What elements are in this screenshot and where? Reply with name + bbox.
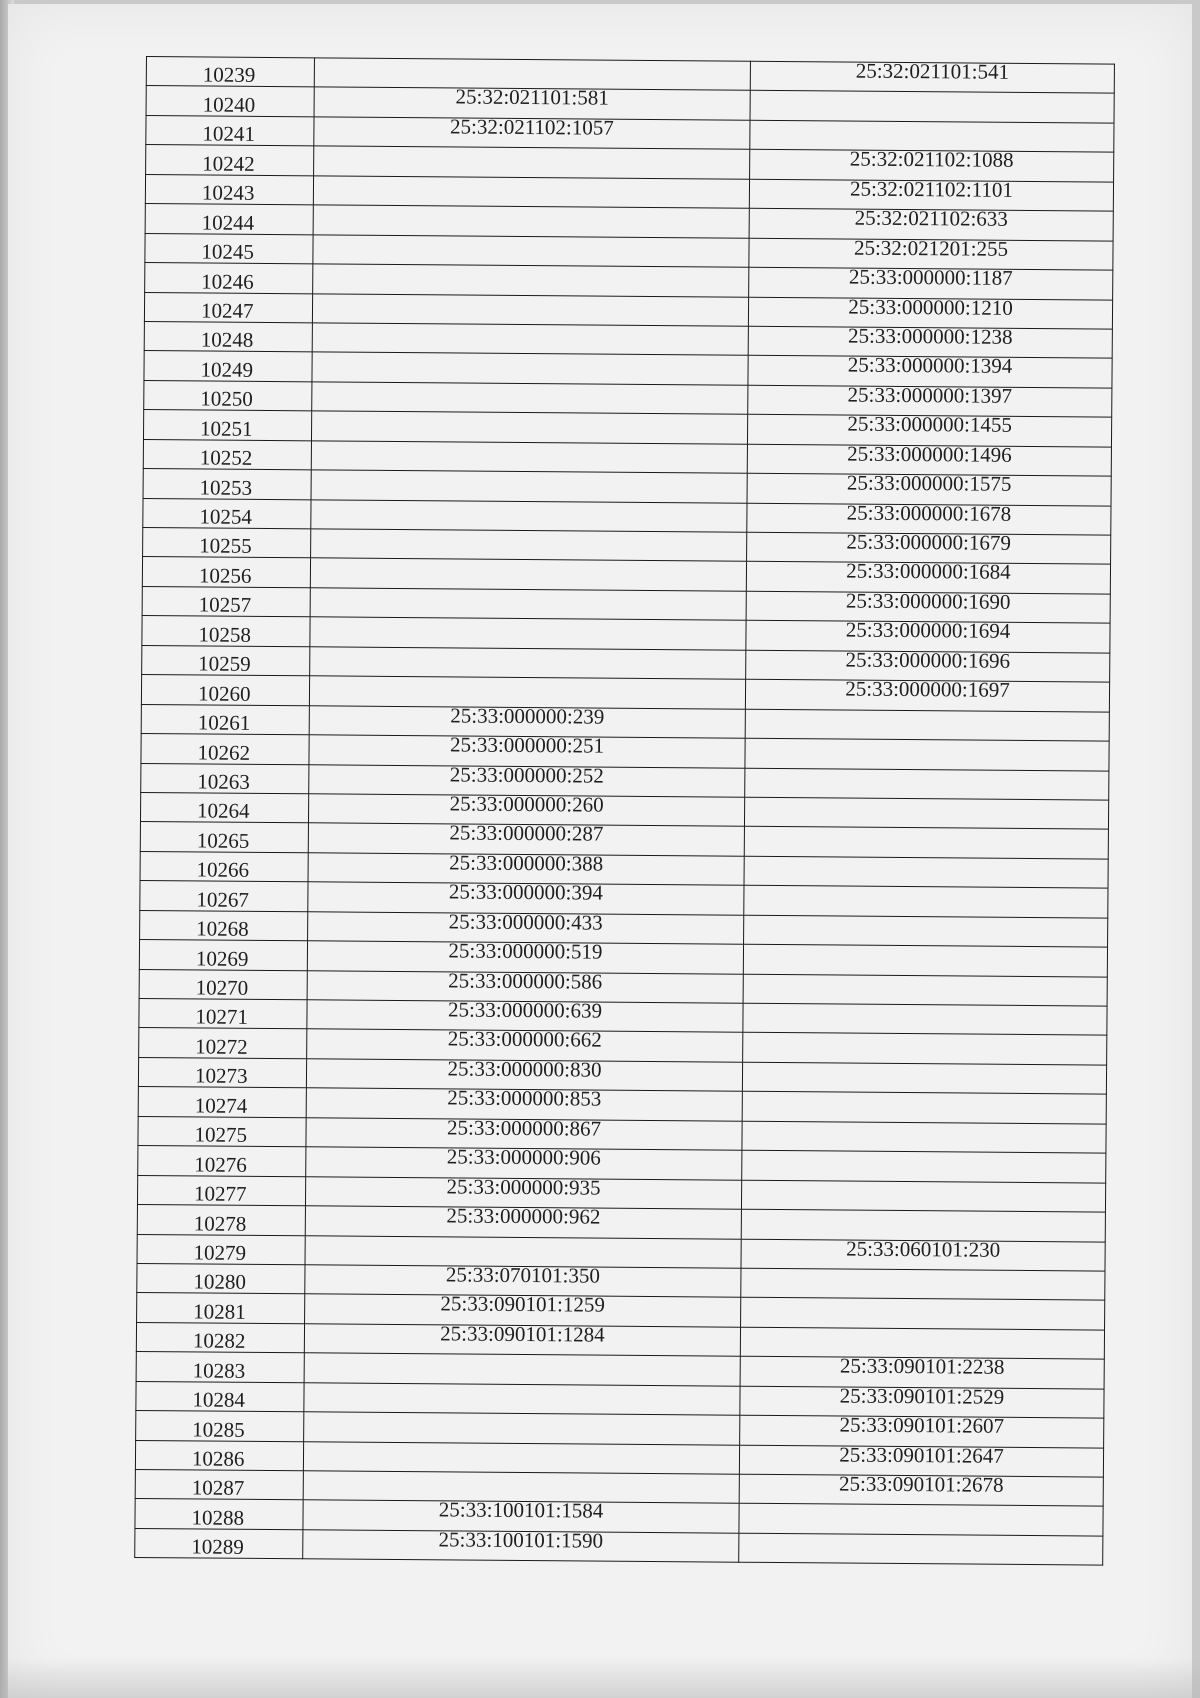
row-number-cell: 10275 <box>138 1116 306 1147</box>
cadastral-number-cell-col2 <box>311 440 747 473</box>
cadastral-number-cell-col3 <box>744 856 1108 888</box>
cadastral-number-cell-col3 <box>742 1092 1106 1124</box>
cadastral-number-col3: 25:33:090101:2238 <box>839 1353 1005 1380</box>
row-number-cell: 10249 <box>144 351 312 382</box>
cadastral-number-col3: 25:33:000000:1694 <box>845 617 1011 644</box>
cadastral-number-cell-col2 <box>303 1527 739 1563</box>
cadastral-number-cell-col3 <box>741 1298 1105 1330</box>
row-number-cell: 10270 <box>139 969 307 1000</box>
cadastral-number-cell-col2 <box>303 1441 739 1474</box>
cadastral-number-cell-col3 <box>741 1236 1105 1271</box>
cadastral-number-cell-col3 <box>742 1062 1106 1094</box>
cadastral-number-cell-col2 <box>305 1203 741 1239</box>
row-number-cell: 10276 <box>138 1146 306 1177</box>
cadastral-number-col3: 25:32:021201:255 <box>853 235 1009 261</box>
cadastral-number-col2: 25:33:000000:586 <box>448 967 603 994</box>
row-number-cell: 10269 <box>139 940 307 971</box>
cadastral-number-col2: 25:32:021101:581 <box>455 84 609 111</box>
row-number-cell: 10257 <box>142 586 310 617</box>
cadastral-number-col2: 25:33:000000:239 <box>450 703 605 729</box>
cadastral-number-col2: 25:33:090101:1259 <box>440 1291 606 1318</box>
row-number-cell: 10263 <box>141 763 309 794</box>
cadastral-number-cell-col2 <box>313 234 749 267</box>
cadastral-number-col3: 25:33:000000:1679 <box>846 529 1012 555</box>
cadastral-number-cell-col3 <box>742 1150 1106 1182</box>
cadastral-number-cell-col2 <box>304 1382 740 1415</box>
cadastral-number-cell-col2 <box>311 411 747 444</box>
row-number-cell: 10251 <box>143 410 311 441</box>
cadastral-number-cell-col3 <box>739 1533 1103 1565</box>
cadastral-number-cell-col3 <box>745 676 1109 711</box>
cadastral-number-cell-col3 <box>744 885 1108 917</box>
row-number-cell: 10241 <box>146 115 314 146</box>
cadastral-number-col2: 25:33:070101:350 <box>445 1262 601 1288</box>
row-number-cell: 10284 <box>136 1381 304 1412</box>
cadastral-number-col3: 25:32:021102:1101 <box>849 176 1014 202</box>
cadastral-number-cell-col3 <box>744 915 1108 947</box>
cadastral-number-cell-col2 <box>310 647 746 680</box>
row-number-cell: 10261 <box>141 704 309 735</box>
cadastral-number-cell-col2 <box>304 1321 740 1357</box>
row-number-cell: 10243 <box>145 174 313 205</box>
row-number-cell: 10287 <box>135 1469 303 1500</box>
row-number-cell: 10289 <box>135 1528 303 1559</box>
cadastral-number-col3: 25:33:090101:2647 <box>839 1442 1004 1468</box>
cadastral-number-col3: 25:32:021102:1088 <box>849 146 1014 173</box>
row-number-cell: 10242 <box>146 145 314 176</box>
row-number-cell: 10245 <box>145 233 313 264</box>
cadastral-number-cell-col2 <box>310 617 746 650</box>
cadastral-number-col2: 25:33:000000:662 <box>447 1026 602 1053</box>
cadastral-number-col2: 25:33:000000:260 <box>449 791 604 817</box>
row-number-cell: 10259 <box>142 645 310 676</box>
cadastral-number-cell-col2 <box>310 588 746 621</box>
row-number-cell: 10256 <box>142 557 310 588</box>
cadastral-number-col3: 25:33:000000:1455 <box>847 411 1012 438</box>
cadastral-number-col2: 25:33:000000:853 <box>447 1085 602 1111</box>
cadastral-number-cell-col2 <box>314 146 750 179</box>
row-number-cell: 10260 <box>141 675 309 706</box>
cadastral-number-col3: 25:33:000000:1690 <box>845 588 1011 614</box>
cadastral-number-cell-col3 <box>743 1003 1107 1035</box>
cadastral-number-cell-col2 <box>311 529 747 562</box>
row-number-cell: 10286 <box>135 1440 303 1471</box>
cadastral-number-cell-col3 <box>745 709 1109 741</box>
row-number-cell: 10265 <box>140 822 308 853</box>
cadastral-number-col2: 25:33:090101:1284 <box>440 1321 605 1347</box>
row-number-cell: 10272 <box>139 1028 307 1059</box>
row-number-cell: 10267 <box>140 881 308 912</box>
row-number-cell: 10282 <box>136 1322 304 1353</box>
row-number-cell: 10277 <box>137 1175 305 1206</box>
cadastral-number-col3: 25:33:000000:1238 <box>847 323 1013 349</box>
cadastral-number-col2: 25:33:000000:935 <box>446 1174 601 1200</box>
cadastral-number-cell-col2 <box>314 114 750 150</box>
cadastral-number-col3: 25:33:000000:1697 <box>845 676 1010 702</box>
cadastral-number-cell-col2 <box>304 1353 740 1386</box>
cadastral-number-cell-col3 <box>744 797 1108 829</box>
cadastral-number-table <box>134 56 1115 1566</box>
cadastral-number-col3: 25:33:000000:1696 <box>845 647 1011 673</box>
row-number-cell: 10273 <box>138 1057 306 1088</box>
cadastral-number-cell-col3 <box>744 827 1108 859</box>
cadastral-number-col2: 25:33:000000:962 <box>446 1203 601 1229</box>
cadastral-number-cell-col2 <box>312 323 748 356</box>
row-number-cell: 10255 <box>143 527 311 558</box>
cadastral-number-cell-col2 <box>311 499 747 532</box>
cadastral-number-cell-col3 <box>745 768 1109 800</box>
row-number-cell: 10244 <box>145 204 313 235</box>
row-number-cell: 10281 <box>137 1293 305 1324</box>
cadastral-number-cell-col3 <box>743 974 1107 1006</box>
cadastral-number-col3: 25:33:090101:2607 <box>839 1412 1005 1438</box>
cadastral-number-col3: 25:33:090101:2529 <box>839 1383 1005 1409</box>
cadastral-number-cell-col3 <box>741 1180 1105 1212</box>
cadastral-number-cell-col2 <box>312 352 748 385</box>
row-number-cell: 10278 <box>137 1205 305 1236</box>
cadastral-number-col3: 25:33:000000:1397 <box>847 382 1013 408</box>
row-number-cell: 10271 <box>139 998 307 1029</box>
cadastral-number-col3: 25:33:060101:230 <box>846 1236 1001 1262</box>
cadastral-number-col2: 25:33:000000:433 <box>448 909 603 935</box>
cadastral-number-col2: 25:33:100101:1584 <box>438 1497 604 1524</box>
row-number-cell: 10285 <box>136 1411 304 1442</box>
cadastral-number-col2: 25:33:000000:287 <box>449 820 604 846</box>
cadastral-number-cell-col2 <box>313 176 749 209</box>
cadastral-number-cell-col3 <box>745 738 1109 770</box>
row-number-cell: 10246 <box>145 263 313 294</box>
cadastral-number-col2: 25:33:100101:1590 <box>438 1527 604 1553</box>
cadastral-number-cell-col2 <box>313 264 749 297</box>
cadastral-number-cell-col2 <box>312 293 748 326</box>
cadastral-number-col2: 25:32:021102:1057 <box>449 114 614 140</box>
row-number-cell: 10252 <box>143 439 311 470</box>
cadastral-number-cell-col2 <box>312 382 748 415</box>
cadastral-number-col3: 25:33:000000:1394 <box>847 352 1013 379</box>
table-body <box>135 57 1115 1566</box>
row-number-cell: 10274 <box>138 1087 306 1118</box>
row-number-cell: 10268 <box>140 910 308 941</box>
row-number-cell: 10279 <box>137 1234 305 1265</box>
row-number-cell: 10248 <box>144 321 312 352</box>
row-number-cell: 10288 <box>135 1499 303 1530</box>
row-number-cell: 10283 <box>136 1352 304 1383</box>
cadastral-number-col2: 25:33:000000:830 <box>447 1056 602 1082</box>
row-number-cell: 10250 <box>144 380 312 411</box>
row-number-cell: 10254 <box>143 498 311 529</box>
cadastral-number-col3: 25:33:090101:2678 <box>838 1471 1004 1497</box>
row-number-cell: 10239 <box>146 57 314 88</box>
cadastral-number-col3: 25:33:000000:1496 <box>847 441 1012 467</box>
cadastral-number-cell-col3 <box>743 1033 1107 1065</box>
cadastral-number-cell-col3 <box>739 1471 1103 1506</box>
cadastral-number-col2: 25:33:000000:251 <box>449 732 605 758</box>
row-number-cell: 10280 <box>137 1263 305 1294</box>
cadastral-number-col3: 25:32:021102:633 <box>854 205 1008 231</box>
cadastral-number-cell-col3 <box>739 1504 1103 1536</box>
cadastral-number-col2: 25:33:000000:639 <box>447 997 603 1023</box>
row-number-cell: 10266 <box>140 851 308 882</box>
row-number-cell: 10247 <box>144 292 312 323</box>
cadastral-number-cell-col2 <box>311 470 747 503</box>
cadastral-number-col2: 25:33:000000:394 <box>448 879 604 905</box>
row-number-cell: 10253 <box>143 469 311 500</box>
cadastral-number-col3: 25:33:000000:1210 <box>848 294 1013 320</box>
cadastral-number-cell-col3 <box>742 1121 1106 1153</box>
cadastral-number-col3: 25:33:000000:1678 <box>846 500 1012 526</box>
cadastral-number-cell-col2 <box>310 558 746 591</box>
cadastral-number-cell-col3 <box>743 944 1107 976</box>
cadastral-number-col2: 25:33:000000:388 <box>449 850 604 876</box>
cadastral-number-col3: 25:33:000000:1684 <box>846 558 1011 585</box>
cadastral-number-cell-col3 <box>741 1268 1105 1300</box>
cadastral-number-cell-col2 <box>304 1412 740 1445</box>
cadastral-number-cell-col3 <box>750 58 1114 93</box>
cadastral-number-col3: 25:32:021101:541 <box>855 58 1010 84</box>
scan-edge-bottom <box>0 1658 1200 1698</box>
cadastral-number-col2: 25:33:000000:906 <box>446 1144 601 1170</box>
cadastral-number-cell-col3 <box>750 91 1114 123</box>
cadastral-number-col3: 25:33:000000:1187 <box>848 264 1013 290</box>
cadastral-number-col2: 25:33:000000:867 <box>446 1115 602 1141</box>
row-number-cell: 10240 <box>146 86 314 117</box>
cadastral-number-col2: 25:33:000000:519 <box>448 938 603 964</box>
row-number-cell: 10258 <box>142 616 310 647</box>
row-number-cell: 10262 <box>141 734 309 765</box>
cadastral-number-col2: 25:33:000000:252 <box>449 761 604 788</box>
row-number-cell: 10264 <box>140 792 308 823</box>
cadastral-number-col3: 25:33:000000:1575 <box>846 470 1012 496</box>
cadastral-number-cell-col2 <box>313 205 749 238</box>
